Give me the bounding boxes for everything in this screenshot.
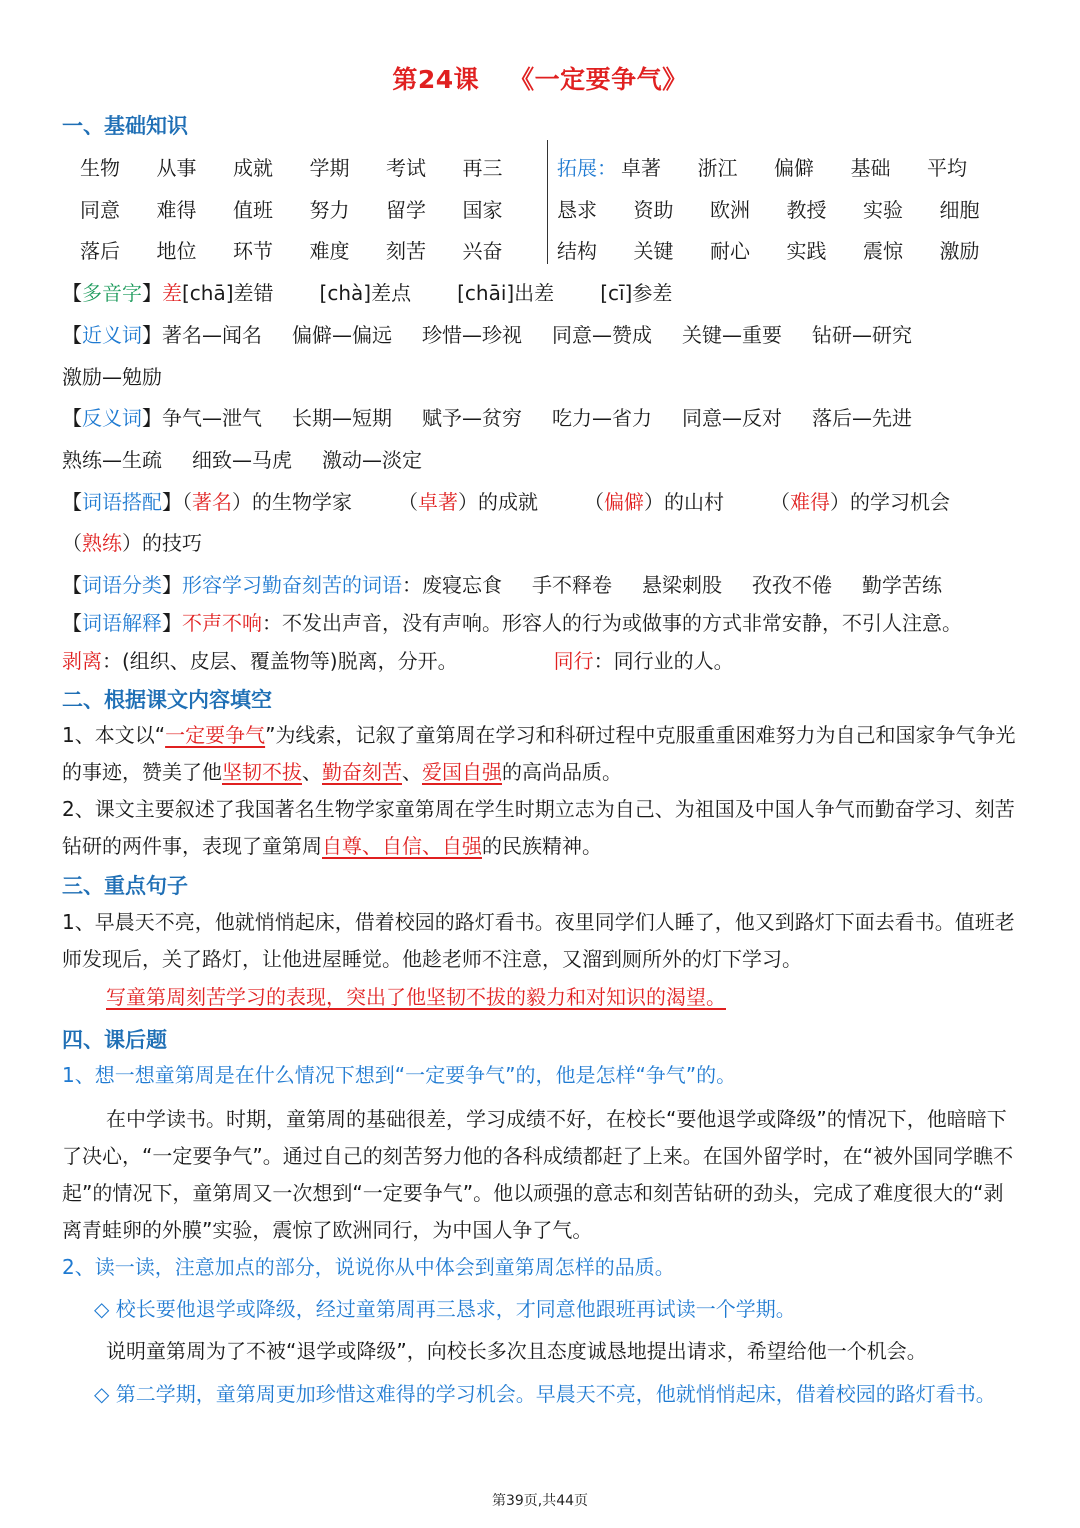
antonym-pair: 吃力—省力 bbox=[552, 406, 652, 430]
key-sentence-note bbox=[106, 979, 1006, 1016]
text: 的民族精神。 bbox=[482, 834, 602, 858]
word-row bbox=[80, 146, 540, 188]
answer-1: 在中学读书。时期，童第周的基础很差，学习成绩不好，在校长“要他退学或降级”的情况下，他暗暗下了决心，“一定要争气”。通过自己的刻苦努力他的各科成绩都赶了上来。在国外留学时，在“被外国同学瞧不起”的情况下，童第周又一次想到“一定要争气”。他以顽强的意志和刻苦钻研的劲头，完成了难度很大的“剥离青蛙卵的外膜”实验，震惊了欧洲同行，为中国人争了气。 bbox=[62, 1107, 1014, 1242]
polyphone-item: [chāi]出差 bbox=[457, 281, 555, 305]
word: 努力 bbox=[309, 197, 350, 222]
section-heading-key: 三、重点句子 bbox=[62, 874, 188, 898]
word: 兴奋 bbox=[462, 239, 503, 264]
word: 欧洲 bbox=[710, 197, 750, 222]
key-sentence: 1、早晨天不亮，他就悄悄起床，借着校园的路灯看书。夜里同学们人睡了，他又到路灯下面去看书。值班老师发现后，关了路灯，让他进屋睡觉。他趁老师不注意，又溜到厕所外的灯下学习。 bbox=[62, 910, 1015, 971]
word-row bbox=[557, 229, 1037, 271]
column-divider bbox=[547, 140, 548, 264]
word: 环节 bbox=[233, 239, 273, 264]
collocation-item: （难得）的学习机会 bbox=[770, 490, 950, 514]
collocation-item: （著名）的生物学家 bbox=[182, 490, 352, 514]
synonyms-label: 近义词 bbox=[82, 323, 142, 347]
antonym-pair: 赋予—贫穷 bbox=[422, 406, 522, 430]
classify-label: 词语分类 bbox=[82, 573, 162, 597]
word: 恳求 bbox=[557, 197, 597, 222]
classify-item: 孜孜不倦 bbox=[752, 573, 832, 597]
explain-def: ：(组织、皮层、覆盖物等)脱离，分开。 bbox=[102, 649, 458, 673]
word: 实践 bbox=[786, 239, 827, 264]
word: 刻苦 bbox=[386, 239, 426, 264]
polyphone-label: 多音字 bbox=[82, 281, 142, 305]
fill-paragraph-2 bbox=[62, 791, 1022, 865]
polyphone-item: [chà]差点 bbox=[319, 281, 412, 305]
word: 同意 bbox=[80, 197, 120, 222]
word: 实验 bbox=[863, 197, 903, 222]
bullet-1: ◇ 校长要他退学或降级，经过童第周再三恳求，才同意他跟班再试读一个学期。 bbox=[94, 1297, 796, 1321]
word: 耐心 bbox=[710, 239, 750, 264]
word: 资助 bbox=[633, 197, 674, 222]
word: 教授 bbox=[786, 197, 827, 222]
collocation-line: 【词语搭配】（著名）的生物学家 （卓著）的成就 （偏僻）的山村 （难得）的学习机会 bbox=[62, 490, 950, 514]
synonym-pair: 著名—闻名 bbox=[162, 323, 262, 347]
text: ”为线索，记叙了童第周在学习和科研过程中克服重重困难努力为自己和国家争气争光的事迹，赞美了他 bbox=[62, 723, 1016, 784]
word: 浙江 bbox=[697, 156, 738, 181]
extend-label: 拓展： bbox=[557, 156, 617, 181]
collocation-item: （卓著）的成就 bbox=[398, 490, 538, 514]
antonym-pair: 细致—马虎 bbox=[192, 448, 292, 472]
word: 成就 bbox=[233, 156, 273, 181]
answer-text: 爱国自强 bbox=[422, 760, 502, 784]
word: 地位 bbox=[156, 239, 197, 264]
word: 关键 bbox=[633, 239, 674, 264]
answer-2: 说明童第周为了不被“退学或降级”，向校长多次且态度诚恳地提出请求，希望给他一个机会。 bbox=[106, 1339, 927, 1363]
page-footer: 第39页,共44页 bbox=[491, 1493, 589, 1509]
polyphone-line: 【多音字】差[chā]差错 [chà]差点 [chāi]出差 [cī]参差 bbox=[62, 281, 673, 305]
classify-item: 手不释卷 bbox=[532, 573, 612, 597]
word-row bbox=[557, 188, 1037, 230]
word: 难度 bbox=[309, 239, 350, 264]
text: 的高尚品质。 bbox=[502, 760, 622, 784]
text: 1、本文以“ bbox=[62, 723, 166, 747]
collocation-word: 熟练 bbox=[82, 531, 122, 555]
lesson-name: 《一定要争气》 bbox=[509, 65, 688, 94]
text: 2、课文主要叙述了我国著名生物学家童第周在学生时期立志为自己、为祖国及中国人争气而勤奋学习、刻苦钻研的两件事，表现了童第周 bbox=[62, 797, 1015, 858]
antonym-pair: 熟练—生疏 bbox=[62, 448, 162, 472]
bullet-2: ◇ 第二学期，童第周更加珍惜这难得的学习机会。早晨天不亮，他就悄悄起床，借着校园的路灯看书。 bbox=[94, 1382, 996, 1406]
antonyms-label: 反义词 bbox=[82, 406, 142, 430]
basic-word-grid bbox=[80, 146, 540, 271]
synonym-pair: 激励—勉励 bbox=[62, 365, 162, 389]
word: 细胞 bbox=[939, 197, 980, 222]
antonym-pair: 长期—短期 bbox=[292, 406, 392, 430]
explain-word: 同行 bbox=[553, 649, 594, 673]
fill-paragraph-1 bbox=[62, 717, 1022, 791]
collocation-word: 偏僻 bbox=[604, 490, 644, 514]
classify-item: 勤学苦练 bbox=[862, 573, 942, 597]
classify-item: 废寝忘食 bbox=[422, 573, 502, 597]
synonym-pair: 钻研—研究 bbox=[812, 323, 912, 347]
explain-def: ：同行业的人。 bbox=[593, 649, 734, 673]
answer-text: 坚韧不拔 bbox=[222, 760, 302, 784]
word: 结构 bbox=[557, 239, 597, 264]
word: 偏僻 bbox=[774, 156, 814, 181]
collocation-rest: 的学习机会 bbox=[850, 490, 950, 514]
word: 卓著 bbox=[621, 156, 661, 181]
word: 从事 bbox=[156, 156, 197, 181]
word: 留学 bbox=[386, 197, 426, 222]
antonyms-line: 【反义词】争气—泄气 长期—短期 赋予—贫穷 吃力—省力 同意—反对 落后—先进 bbox=[62, 406, 912, 430]
classify-category: 形容学习勤奋刻苦的词语 bbox=[182, 573, 402, 597]
section-heading-basic: 一、基础知识 bbox=[62, 114, 188, 138]
word: 再三 bbox=[462, 156, 503, 181]
answer-text: 勤奋刻苦 bbox=[322, 760, 402, 784]
extend-word-grid bbox=[557, 146, 1037, 271]
collocation-word: 著名 bbox=[192, 490, 232, 514]
page-title bbox=[0, 60, 1080, 96]
collocation-rest: 的生物学家 bbox=[252, 490, 352, 514]
word-row bbox=[557, 146, 1037, 188]
explain-label: 词语解释 bbox=[82, 611, 162, 635]
text: 、 bbox=[302, 760, 322, 784]
question-2: 2、读一读，注意加点的部分，说说你从中体会到童第周怎样的品质。 bbox=[62, 1255, 675, 1279]
explain-def: ：不发出声音，没有声响。形容人的行为或做事的方式非常安静，不引人注意。 bbox=[262, 611, 962, 635]
collocation-word: 卓著 bbox=[418, 490, 458, 514]
polyphone-char: 差 bbox=[162, 281, 182, 305]
note-text: 写童第周刻苦学习的表现，突出了他坚韧不拔的毅力和对知识的渴望。 bbox=[106, 985, 726, 1009]
synonym-pair: 偏僻—偏远 bbox=[292, 323, 392, 347]
word-row bbox=[80, 188, 540, 230]
antonym-pair: 争气—泄气 bbox=[162, 406, 262, 430]
word: 落后 bbox=[80, 239, 120, 264]
classify-line: 【词语分类】形容学习勤奋刻苦的词语：废寝忘食 手不释卷 悬梁刺股 孜孜不倦 勤学苦练 bbox=[62, 573, 942, 597]
word-row bbox=[80, 229, 540, 271]
word: 值班 bbox=[233, 197, 273, 222]
synonyms-line-2 bbox=[62, 363, 1032, 391]
antonym-pair: 激动—淡定 bbox=[322, 448, 422, 472]
explain-line: 【词语解释】不声不响：不发出声音，没有声响。形容人的行为或做事的方式非常安静，不引人注意。 bbox=[62, 611, 962, 635]
collocation-line-2: （熟练）的技巧 bbox=[62, 531, 202, 555]
antonym-pair: 同意—反对 bbox=[682, 406, 782, 430]
word: 难得 bbox=[156, 197, 197, 222]
answer-text: 一定要争气 bbox=[165, 723, 266, 747]
antonyms-line-2 bbox=[62, 446, 1032, 474]
section-heading-after: 四、课后题 bbox=[62, 1028, 167, 1052]
collocation-rest: 的技巧 bbox=[142, 531, 202, 555]
text: 、 bbox=[402, 760, 422, 784]
lesson-number: 第24课 bbox=[392, 65, 480, 94]
polyphone-item: [chā]差错 bbox=[182, 281, 274, 305]
explain-word: 剥离 bbox=[62, 649, 102, 673]
collocation-item: （偏僻）的山村 bbox=[584, 490, 724, 514]
word: 生物 bbox=[80, 156, 120, 181]
word: 激励 bbox=[939, 239, 980, 264]
collocation-label: 词语搭配 bbox=[82, 490, 162, 514]
word: 国家 bbox=[462, 197, 503, 222]
section-heading-fill: 二、根据课文内容填空 bbox=[62, 688, 272, 712]
collocation-rest: 的山村 bbox=[664, 490, 724, 514]
word: 震惊 bbox=[863, 239, 903, 264]
synonym-pair: 关键—重要 bbox=[682, 323, 782, 347]
synonym-pair: 同意—赞成 bbox=[552, 323, 652, 347]
antonym-pair: 落后—先进 bbox=[812, 406, 912, 430]
synonym-pair: 珍惜—珍视 bbox=[422, 323, 522, 347]
word: 平均 bbox=[927, 156, 967, 181]
answer-text: 自尊、自信、自强 bbox=[322, 834, 482, 858]
question-1: 1、想一想童第周是在什么情况下想到“一定要争气”的，他是怎样“争气”的。 bbox=[62, 1063, 737, 1087]
synonyms-line: 【近义词】著名—闻名 偏僻—偏远 珍惜—珍视 同意—赞成 关键—重要 钻研—研究 bbox=[62, 323, 912, 347]
explain-word: 不声不响 bbox=[182, 611, 262, 635]
word: 考试 bbox=[386, 156, 426, 181]
classify-item: 悬梁刺股 bbox=[642, 573, 722, 597]
word: 学期 bbox=[309, 156, 350, 181]
polyphone-item: [cī]参差 bbox=[600, 281, 673, 305]
word: 基础 bbox=[850, 156, 891, 181]
collocation-word: 难得 bbox=[790, 490, 830, 514]
explain-line-2 bbox=[62, 647, 1032, 675]
collocation-rest: 的成就 bbox=[478, 490, 538, 514]
